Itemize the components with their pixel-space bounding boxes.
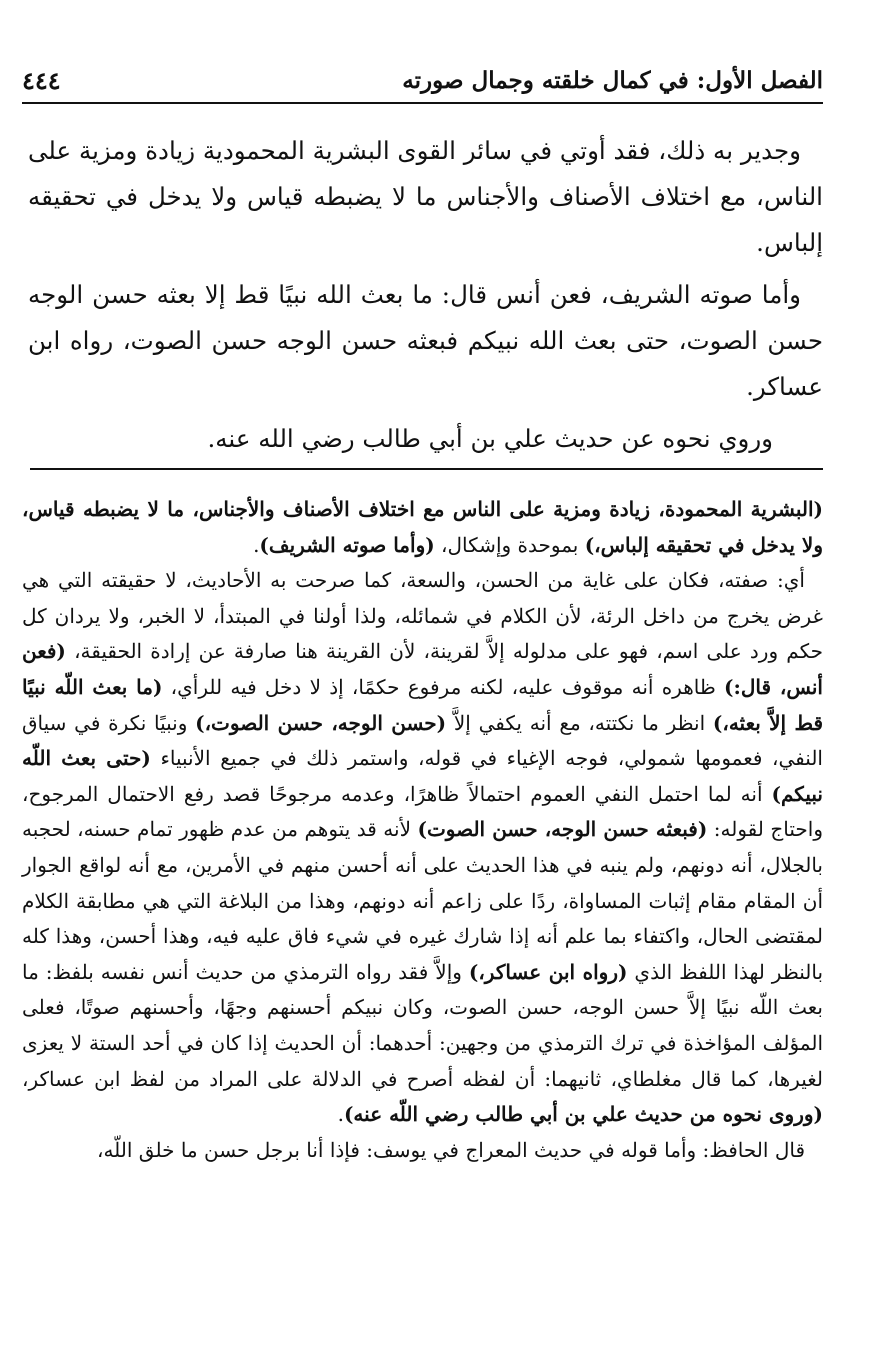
main-paragraph: وأما صوته الشريف، فعن أنس قال: ما بعث الله نبيًا قط إلا بعثه حسن الوجه حسن الصوت، حتى بعث الله نبيكم فبعثه حسن الوجه حسن الصوت، رواه ابن عساكر. [28, 280, 823, 401]
commentary-text: ظاهره أنه موقوف عليه، لكنه مرفوع حكمًا، إذ لا دخل فيه للرأي، [162, 674, 725, 699]
commentary-text: . [253, 532, 260, 557]
commentary-text: بموحدة وإشكال، [434, 532, 585, 557]
quoted-text: (وأما صوته الشريف) [259, 532, 435, 557]
quoted-text: (رواه ابن عساكر،) [468, 959, 628, 984]
commentary-paragraph [22, 563, 823, 1133]
commentary-text: ونبيًا نكرة في سياق النفي، فعمومها شمولي، فوجه الإغياء في قوله، واستمر ذلك في جميع الأنبياء [22, 710, 823, 771]
commentary [22, 492, 823, 1168]
footnote-separator [30, 468, 823, 470]
commentary-text: انظر ما نكتته، مع أنه يكفي إلاَّ [446, 710, 713, 735]
main-text [28, 128, 823, 468]
quoted-text: (حتى بعث اللّه نبيكم) [22, 746, 823, 806]
page-header [22, 58, 823, 104]
commentary-paragraph [22, 1133, 823, 1169]
quoted-text: (حسن الوجه، حسن الصوت،) [195, 710, 447, 735]
commentary-text: أنه لما احتمل النفي العموم احتمالاً ظاهرًا، وعدمه مرجوحًا قصد رفع الاحتمال المرجوح، واحتاج لقوله: [22, 781, 823, 842]
quoted-text: (فعن أنس، قال:) [22, 639, 823, 699]
quoted-text: (البشرية المحمودة، زيادة ومزية على الناس مع اختلاف الأصناف والأجناس، ما لا يضبطه قياس، ولا يدخل في تحقيقه إلباس،) [22, 497, 823, 557]
commentary-paragraph [22, 492, 823, 563]
commentary-text: قال الحافظ: وأما قوله في حديث المعراج في يوسف: فإذا أنا برجل حسن ما خلق اللّه، [97, 1137, 805, 1162]
page-number: ٤٤٤ [22, 65, 61, 95]
commentary-text: وإلاَّ فقد رواه الترمذي من حديث أنس نفسه بلفظ: ما بعث اللّه نبيًا إلاَّ حسن الوجه، حسن الصوت، وكان نبيكم أحسنهم وجهًا، وأحسنهم صوتًا، فعلى المؤلف المؤاخذة في ترك الترمذي من وجهين: أحدهما: أن الحديث إذا كان في أحد الستة لا يعزى لغيرها، كما قال مغلطاي، ثانيهما: أن لفظه أصرح في الدلالة على المراد من لفظ ابن عساكر، [22, 959, 823, 1091]
commentary-text: لأنه قد يتوهم من عدم ظهور تمام حسنه، لحجبه بالجلال، أنه دونهم، ولم ينبه في هذا الحديث على أنه أحسن منهم في الأمرين، مع أنه لواقع الجوار أن المقام مقام إثبات المساواة، ردًا على زاعم أنه دونهم، وهذا من البلاغة التي هي مطابقة الكلام لمقتضى الحال، واكتفاء بما علم أنه إذا شارك غيره في شيء فاق عليه فيه، وهذا أحسن، وهذا كله بالنظر لهذا اللفظ الذي [22, 817, 824, 984]
quoted-text: (وروى نحوه من حديث علي بن أبي طالب رضي اللّه عنه) [343, 1102, 823, 1127]
quoted-text: (ما بعث اللّه نبيًا قط إلاَّ بعثه،) [22, 674, 824, 735]
main-paragraph: وروي نحوه عن حديث علي بن أبي طالب رضي الله عنه. [207, 424, 773, 453]
running-title: الفصل الأول: في كمال خلقته وجمال صورته [402, 66, 823, 94]
commentary-text: . [337, 1102, 344, 1127]
main-paragraph: وجدير به ذلك، فقد أوتي في سائر القوى البشرية المحمودية زيادة ومزية على الناس، مع اختلاف الأصناف والأجناس ما لا يضبطه قياس ولا يدخل في تحقيقه إلباس. [28, 136, 823, 257]
quoted-text: (فبعثه حسن الوجه، حسن الصوت) [417, 817, 708, 842]
commentary-text: أي: صفته، فكان على غاية من الحسن، والسعة، كما صرحت به الأحاديث، لا حقيقته التي هي غرض يخرج من داخل الرئة، لأن الكلام في شمائله، ولذا أولنا في المبتدأ، لا الخبر، ولا يردان كل حكم ورد على اسم، فهو على مدلوله إلاَّ لقرينة، لأن القرينة هنا صارفة عن إرادة الحقيقة، [22, 568, 823, 664]
